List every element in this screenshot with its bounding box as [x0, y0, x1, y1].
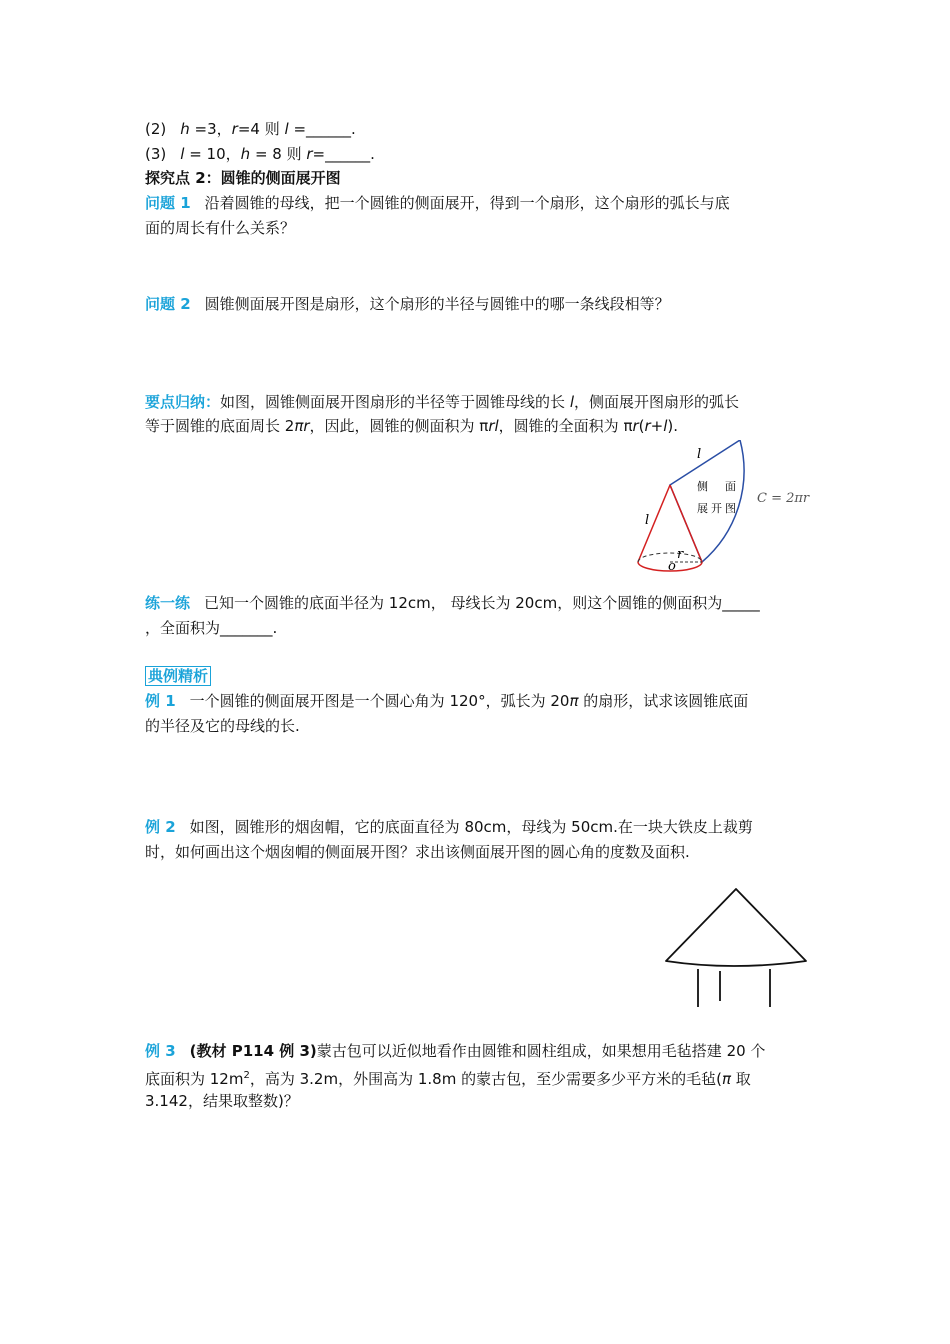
label-side-3: 展: [697, 502, 708, 515]
chimney-cap-figure: [660, 885, 810, 1015]
practice-line2: ，全面积为_______.: [145, 619, 278, 637]
label-l-side: l: [645, 513, 650, 528]
summary: 要点归纳：如图，圆锥侧面展开图扇形的半径等于圆锥母线的长 l，侧面展开图扇形的弧长: [145, 393, 739, 411]
label-side-2: 面: [725, 480, 736, 493]
question-3: (3) l = 10，h = 8 则 r=______.: [145, 145, 375, 163]
label-r: r: [677, 547, 684, 562]
cone-development-figure: [625, 440, 825, 575]
example-1: 例 1 一个圆锥的侧面展开图是一个圆心角为 120°，弧长为 20π 的扇形，试求该圆锥底面: [145, 692, 749, 710]
slant-left: [638, 485, 670, 562]
examples-title: 典例精析: [145, 665, 211, 687]
example-3-line3: 3.142，结果取整数)？: [145, 1092, 299, 1110]
example-2: 例 2 如图，圆锥形的烟囱帽，它的底面直径为 80cm，母线为 50cm.在一块大铁皮上裁剪: [145, 818, 753, 836]
cap-outline: [666, 889, 806, 966]
example-3-label: 例 3: [145, 1042, 176, 1060]
example-3: 例 3 (教材 P114 例 3)蒙古包可以近似地看作由圆锥和圆柱组成，如果想用毛毡搭建 20 个: [145, 1042, 766, 1060]
label-side-4: 开: [711, 502, 722, 515]
problem-1-label: 问题 1: [145, 194, 191, 212]
question-2: (2) h =3，r=4 则 l =______.: [145, 120, 356, 138]
practice-label: 练一练: [145, 594, 191, 612]
example-2-line2: 时，如何画出这个烟囱帽的侧面展开图？求出该侧面展开图的圆心角的度数及面积.: [145, 843, 690, 861]
problem-2-label: 问题 2: [145, 295, 191, 313]
summary-label: 要点归纳：: [145, 393, 221, 411]
label-l-top: l: [697, 447, 702, 462]
sector-arc: [670, 440, 744, 562]
section-2-title: 探究点 2：圆锥的侧面展开图: [145, 169, 341, 187]
problem-1: 问题 1 沿着圆锥的母线，把一个圆锥的侧面展开，得到一个扇形，这个扇形的弧长与底: [145, 194, 730, 212]
example-3-line2: 底面积为 $12m^2$，高为 3.2m，外围高为 1.8m 的蒙古包，至少需要多少平方米的毛毡(π 取: [145, 1070, 751, 1088]
practice: 练一练 已知一个圆锥的底面半径为 12cm， 母线长为 20cm，则这个圆锥的侧面积为_____: [145, 594, 760, 612]
summary-line2: 等于圆锥的底面周长 2πr，因此，圆锥的侧面积为 πrl，圆锥的全面积为 πr(r+l).: [145, 417, 679, 435]
label-side-1: 侧: [697, 480, 708, 493]
problem-1-line2: 面的周长有什么关系？: [145, 219, 296, 237]
example-1-line2: 的半径及它的母线的长.: [145, 717, 300, 735]
label-side-5: 图: [725, 502, 736, 515]
problem-2: 问题 2 圆锥侧面展开图是扇形，这个扇形的半径与圆锥中的哪一条线段相等？: [145, 295, 670, 313]
label-circumference: C = 2πr: [757, 491, 810, 506]
example-1-label: 例 1: [145, 692, 176, 710]
label-o: o: [668, 559, 676, 574]
example-2-label: 例 2: [145, 818, 176, 836]
slant-right: [670, 485, 702, 562]
